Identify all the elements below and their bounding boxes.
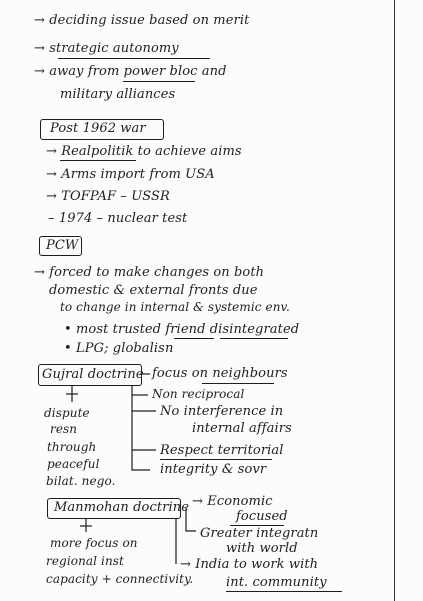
gujral-principle: internal affairs bbox=[192, 421, 292, 436]
underline bbox=[220, 338, 288, 339]
gujral-left-note: peaceful bbox=[47, 457, 100, 471]
heading-manmohan-doctrine: Manmohan doctrine bbox=[54, 500, 190, 515]
manmohan-point: → Economic bbox=[192, 494, 273, 509]
note-line-strategic-autonomy: → strategic autonomy bbox=[34, 41, 179, 56]
gujral-principle: Respect territorial bbox=[160, 443, 284, 458]
gujral-principle: Non reciprocal bbox=[152, 387, 245, 401]
underline bbox=[226, 591, 342, 592]
gujral-left-note: bilat. nego. bbox=[46, 474, 116, 488]
pcw-line: to change in internal & systemic env. bbox=[60, 300, 290, 314]
manmohan-point: → India to work with bbox=[180, 557, 319, 572]
manmohan-left-note: regional inst bbox=[46, 554, 124, 568]
gujral-left-note: resn bbox=[50, 422, 78, 436]
gujral-left-note: through bbox=[47, 440, 97, 454]
post1962-item: → Realpolitik to achieve aims bbox=[46, 144, 242, 159]
underline bbox=[174, 338, 214, 339]
manmohan-left-note: capacity + connectivity. bbox=[46, 572, 194, 586]
heading-post-1962-war: Post 1962 war bbox=[50, 121, 146, 136]
manmohan-point: focused bbox=[236, 509, 288, 524]
note-line-merit: → deciding issue based on merit bbox=[34, 13, 250, 28]
pcw-line: domestic & external fronts due bbox=[49, 283, 258, 298]
manmohan-left-note: more focus on bbox=[50, 536, 138, 550]
note-line-power-bloc: → away from power bloc and bbox=[34, 64, 227, 79]
gujral-principle: integrity & sovr bbox=[160, 462, 267, 477]
margin-line bbox=[394, 0, 395, 601]
pcw-bullet: • most trusted friend disintegrated bbox=[64, 322, 300, 337]
pcw-line: → forced to make changes on both bbox=[34, 265, 265, 280]
gujral-focus: focus on neighbours bbox=[152, 366, 288, 381]
gujral-principle: No interference in bbox=[160, 404, 284, 419]
manmohan-point: int. community bbox=[226, 575, 327, 590]
underline bbox=[58, 58, 210, 59]
heading-pcw: PCW bbox=[46, 238, 79, 253]
post1962-item: → TOFPAF – USSR bbox=[46, 189, 170, 204]
pcw-bullet: • LPG; globalisn bbox=[64, 341, 174, 356]
underline bbox=[202, 383, 274, 384]
post1962-item: – 1974 – nuclear test bbox=[48, 211, 188, 226]
note-line-military-alliances: military alliances bbox=[60, 87, 176, 102]
gujral-left-note: dispute bbox=[44, 406, 90, 420]
post1962-item: → Arms import from USA bbox=[46, 167, 215, 182]
heading-gujral-doctrine: Gujral doctrine bbox=[42, 367, 144, 382]
underline bbox=[60, 160, 136, 161]
underline bbox=[160, 459, 272, 460]
manmohan-point: with world bbox=[226, 541, 298, 556]
manmohan-point: Greater integratn bbox=[200, 526, 319, 541]
underline bbox=[123, 81, 195, 82]
